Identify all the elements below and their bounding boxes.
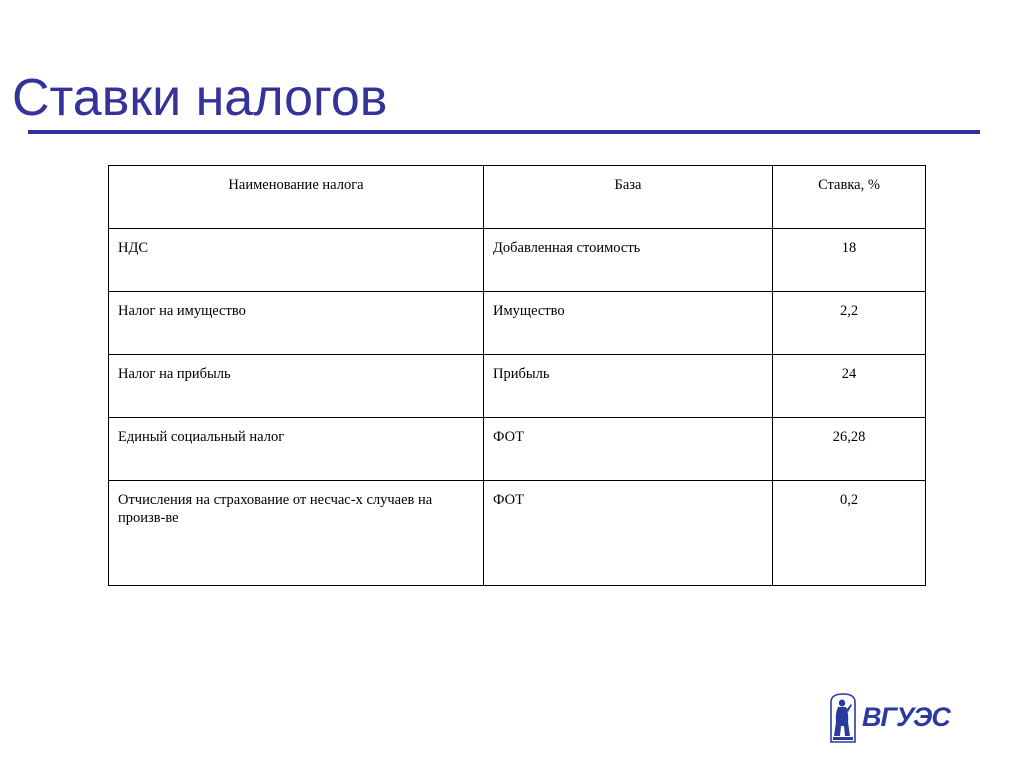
logo-text: ВГУЭС	[862, 702, 950, 732]
slide-title: Ставки налогов	[12, 69, 388, 127]
tax-base-cell: Добавленная стоимость	[484, 229, 773, 292]
tax-name-cell: Отчисления на страхование от несчас-х случаев на произв-ве	[109, 481, 484, 586]
table-row	[109, 292, 926, 355]
table-row	[109, 418, 926, 481]
tax-rate-cell: 2,2	[773, 292, 926, 355]
tax-rate-cell: 26,28	[773, 418, 926, 481]
table-row	[109, 481, 926, 586]
tax-name-cell: НДС	[109, 229, 484, 292]
university-logo	[828, 692, 958, 744]
tax-name-cell: Налог на прибыль	[109, 355, 484, 418]
header-tax-base: База	[484, 166, 773, 229]
statue-icon	[831, 694, 855, 742]
tax-base-cell: Прибыль	[484, 355, 773, 418]
tax-base-cell: Имущество	[484, 292, 773, 355]
header-tax-name: Наименование налога	[109, 166, 484, 229]
tax-name-cell: Налог на имущество	[109, 292, 484, 355]
table-row	[109, 355, 926, 418]
table-header-row	[109, 166, 926, 229]
logo-graphic	[828, 692, 958, 744]
tax-rate-cell: 24	[773, 355, 926, 418]
header-tax-rate: Ставка, %	[773, 166, 926, 229]
table-row	[109, 229, 926, 292]
tax-rate-cell: 0,2	[773, 481, 926, 586]
title-underline	[28, 130, 980, 134]
tax-rate-cell: 18	[773, 229, 926, 292]
tax-rates-table	[108, 165, 926, 586]
tax-base-cell: ФОТ	[484, 418, 773, 481]
tax-base-cell: ФОТ	[484, 481, 773, 586]
tax-name-cell: Единый социальный налог	[109, 418, 484, 481]
